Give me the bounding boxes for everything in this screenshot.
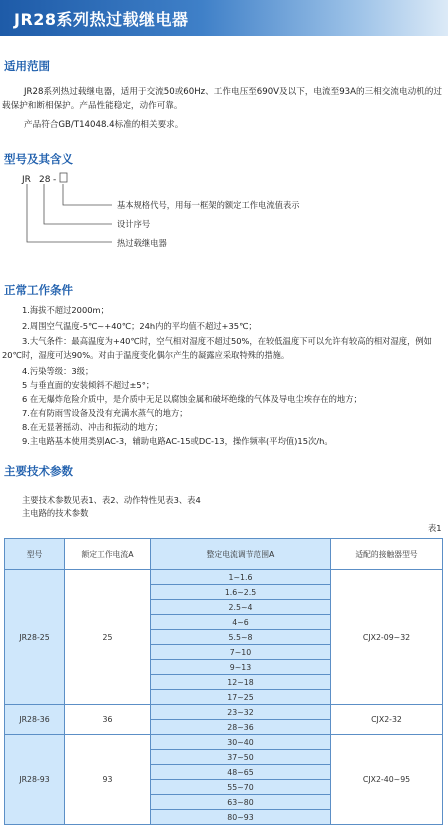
col-header-contactor: 适配的接触器型号 bbox=[331, 539, 443, 570]
section-heading-specs: 主要技术参数 bbox=[4, 464, 73, 478]
col-header-setting-range: 整定电流调节范围A bbox=[151, 539, 331, 570]
spec-table bbox=[4, 538, 443, 825]
cell-setting-range: 37~50 bbox=[151, 750, 331, 765]
model-code-jr: JR bbox=[22, 175, 31, 185]
cell-setting-range: 9~13 bbox=[151, 660, 331, 675]
cell-setting-range: 5.5~8 bbox=[151, 630, 331, 645]
table-row bbox=[5, 735, 443, 750]
table-header-row bbox=[5, 539, 443, 570]
col-header-rated-current: 额定工作电流A bbox=[65, 539, 151, 570]
cell-rated-current: 36 bbox=[65, 705, 151, 735]
title-banner bbox=[0, 0, 448, 36]
cell-contactor: CJX2-40~95 bbox=[331, 735, 443, 825]
specs-intro-line: 主要技术参数见表1、表2、动作特性见表3、表4 bbox=[22, 495, 201, 505]
condition-item: 8.在无显著摇动、冲击和振动的地方； bbox=[22, 422, 163, 432]
condition-item: 9.主电路基本使用类别AC-3，辅助电路AC-15或DC-13，操作频率(平均值)15次/h。 bbox=[22, 436, 333, 446]
model-code-diagram bbox=[0, 168, 448, 258]
cell-setting-range: 28~36 bbox=[151, 720, 331, 735]
condition-item: 3.大气条件：最高温度为+40℃时，空气相对湿度不超过50%，在较低温度下可以允许有较高的相对湿度，例如20℃时，湿度可达90%。对由于温度变化偶尔产生的凝露应采取特殊的措施。 bbox=[2, 336, 432, 360]
col-header-model: 型号 bbox=[5, 539, 65, 570]
cell-setting-range: 1~1.6 bbox=[151, 570, 331, 585]
cell-setting-range: 12~18 bbox=[151, 675, 331, 690]
cell-setting-range: 55~70 bbox=[151, 780, 331, 795]
condition-item: 6 在无爆炸危险介质中，是介质中无足以腐蚀金属和破坏绝缘的气体及导电尘埃存在的地方； bbox=[22, 394, 362, 404]
cell-contactor: CJX2-32 bbox=[331, 705, 443, 735]
cell-model: JR28-25 bbox=[5, 570, 65, 705]
table-row bbox=[5, 705, 443, 720]
section-heading-conditions: 正常工作条件 bbox=[4, 283, 73, 297]
leader-line-3 bbox=[27, 184, 112, 242]
cell-setting-range: 17~25 bbox=[151, 690, 331, 705]
table-number: 表1 bbox=[428, 523, 442, 533]
condition-item: 7.在有防雨雪设备及没有充满水蒸气的地方； bbox=[22, 408, 188, 418]
condition-item: 2.周围空气温度-5℃~+40℃；24h内的平均值不超过+35℃； bbox=[22, 321, 257, 331]
cell-rated-current: 25 bbox=[65, 570, 151, 705]
model-desc-design: 设计序号 bbox=[117, 219, 151, 229]
cell-setting-range: 23~32 bbox=[151, 705, 331, 720]
standard-paragraph: 产品符合GB/T14048.4标准的相关要求。 bbox=[24, 120, 184, 130]
model-code-28: 28 bbox=[39, 175, 51, 185]
cell-setting-range: 80~93 bbox=[151, 810, 331, 825]
model-code-dash: - bbox=[53, 175, 57, 185]
cell-setting-range: 4~6 bbox=[151, 615, 331, 630]
cell-setting-range: 63~80 bbox=[151, 795, 331, 810]
table-row bbox=[5, 570, 443, 585]
cell-rated-current: 93 bbox=[65, 735, 151, 825]
cell-setting-range: 48~65 bbox=[151, 765, 331, 780]
cell-model: JR28-36 bbox=[5, 705, 65, 735]
cell-setting-range: 1.6~2.5 bbox=[151, 585, 331, 600]
cell-setting-range: 7~10 bbox=[151, 645, 331, 660]
model-desc-type: 热过载继电器 bbox=[117, 238, 167, 248]
spec-code-box bbox=[60, 173, 67, 182]
cell-setting-range: 2.5~4 bbox=[151, 600, 331, 615]
cell-model: JR28-93 bbox=[5, 735, 65, 825]
condition-item: 4.污染等级：3级； bbox=[22, 366, 94, 376]
section-heading-model: 型号及其含义 bbox=[4, 152, 73, 166]
cell-setting-range: 30~40 bbox=[151, 735, 331, 750]
cell-contactor: CJX2-09~32 bbox=[331, 570, 443, 705]
leader-line-2 bbox=[44, 184, 112, 224]
specs-subtitle: 主电路的技术参数 bbox=[22, 508, 89, 518]
page-title: JR28系列热过载继电器 bbox=[14, 10, 189, 29]
section-heading-application: 适用范围 bbox=[4, 59, 50, 73]
condition-item: 5 与垂直面的安装倾斜不超过±5°； bbox=[22, 380, 155, 390]
model-desc-spec: 基本规格代号，用每一框架的额定工作电流值表示 bbox=[117, 200, 300, 210]
leader-line-1 bbox=[63, 184, 112, 205]
condition-item: 1.海拔不超过2000m； bbox=[22, 305, 109, 315]
application-paragraph: JR28系列热过载继电器，适用于交流50或60Hz、工作电压至690V及以下，电流至93A的三相交流电动机的过载保护和断相保护。产品性能稳定，动作可靠。 bbox=[2, 87, 442, 111]
